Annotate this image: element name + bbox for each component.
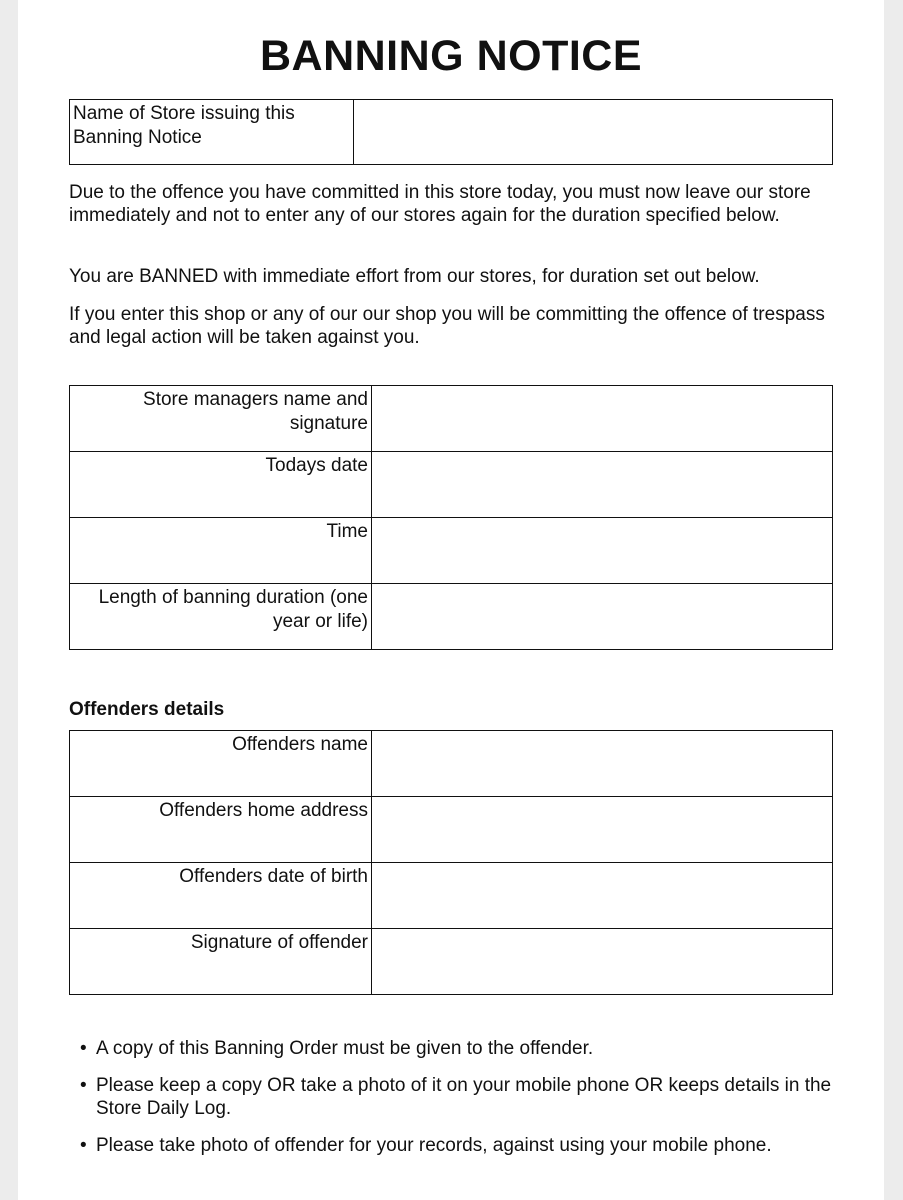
offence-paragraph: Due to the offence you have committed in this store today, you must now leave our store immediately and not to enter any of our stores again for the duration specified below.: [69, 182, 811, 226]
offender-signature-field[interactable]: [372, 929, 833, 995]
offender-name-field[interactable]: [372, 731, 833, 797]
table-row: [70, 929, 833, 995]
bullet-icon: •: [80, 1038, 87, 1059]
offender-address-label: Offenders home address: [70, 797, 372, 863]
banned-paragraph: You are BANNED with immediate effort from our stores, for duration set out below.: [69, 266, 760, 287]
note-text: A copy of this Banning Order must be given to the offender.: [96, 1038, 594, 1059]
offender-address-field[interactable]: [372, 797, 833, 863]
time-label: Time: [70, 518, 372, 584]
offender-name-label: Offenders name: [70, 731, 372, 797]
offender-signature-label: Signature of offender: [70, 929, 372, 995]
store-name-table: [69, 99, 833, 165]
trespass-paragraph: If you enter this shop or any of our our shop you will be committing the offence of trespass and legal action will be taken against you.: [69, 304, 825, 348]
manager-details-table: [69, 385, 833, 650]
manager-signature-field[interactable]: [372, 386, 833, 452]
bullet-icon: •: [80, 1075, 87, 1096]
table-row: [70, 731, 833, 797]
time-field[interactable]: [372, 518, 833, 584]
table-row: [70, 863, 833, 929]
list-item: [80, 1074, 850, 1120]
ban-duration-field[interactable]: [372, 584, 833, 650]
store-name-row: [70, 100, 833, 165]
note-text: Please take photo of offender for your records, against using your mobile phone.: [96, 1135, 772, 1156]
store-name-label: Name of Store issuing this Banning Notice: [70, 100, 354, 165]
table-row: [70, 452, 833, 518]
manager-signature-label: Store managers name and signature: [70, 386, 372, 452]
notes-list: [80, 1037, 850, 1171]
list-item: [80, 1134, 850, 1157]
offender-dob-label: Offenders date of birth: [70, 863, 372, 929]
table-row: [70, 518, 833, 584]
offender-details-table: [69, 730, 833, 995]
table-row: [70, 386, 833, 452]
store-name-field[interactable]: [354, 100, 833, 165]
bullet-icon: •: [80, 1135, 87, 1156]
table-row: [70, 584, 833, 650]
list-item: [80, 1037, 850, 1060]
todays-date-field[interactable]: [372, 452, 833, 518]
document-page: [18, 0, 884, 1200]
offender-dob-field[interactable]: [372, 863, 833, 929]
todays-date-label: Todays date: [70, 452, 372, 518]
ban-duration-label: Length of banning duration (one year or life): [70, 584, 372, 650]
offenders-details-heading: Offenders details: [69, 699, 225, 720]
page-title: BANNING NOTICE: [259, 32, 643, 80]
table-row: [70, 797, 833, 863]
note-text: Please keep a copy OR take a photo of it on your mobile phone OR keeps details in the Store Daily Log.: [96, 1075, 832, 1119]
